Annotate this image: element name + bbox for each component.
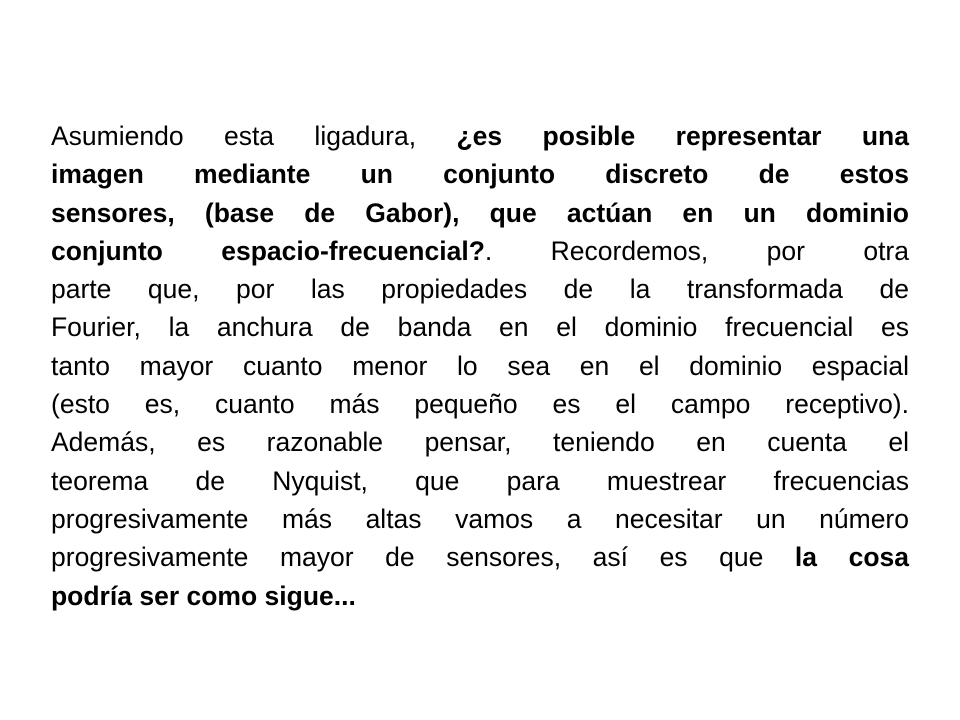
text-run: tanto mayor cuanto menor lo sea en el dominio espacial — [51, 350, 909, 381]
paragraph-line — [51, 232, 909, 270]
paragraph-line — [51, 155, 909, 193]
bold-text-run: la cosa — [794, 542, 909, 573]
paragraph-line — [51, 500, 909, 538]
text-run: progresivamente más altas vamos a necesitar un número — [51, 503, 909, 534]
body-paragraph — [51, 117, 909, 615]
paragraph-line — [51, 462, 909, 500]
paragraph-line — [51, 538, 909, 576]
paragraph-line — [51, 308, 909, 346]
text-run: teorema de Nyquist, que para muestrear frecuencias — [51, 465, 909, 496]
paragraph-line — [51, 117, 909, 155]
bold-text-run: ¿es posible representar una — [456, 121, 909, 151]
paragraph-line — [51, 194, 909, 232]
text-run: progresivamente mayor de sensores, así es que — [51, 542, 795, 573]
paragraph-line — [51, 577, 909, 615]
bold-text-run: imagen mediante un conjunto discreto de estos — [51, 159, 909, 190]
paragraph-line — [51, 347, 909, 385]
paragraph-line — [51, 423, 909, 461]
text-run: Además, es razonable pensar, teniendo en cuenta el — [51, 427, 909, 458]
text-run: Fourier, la anchura de banda en el dominio frecuencial es — [51, 312, 909, 343]
text-run: Asumiendo esta ligadura, — [51, 121, 457, 151]
bold-text-run: conjunto espacio-frecuencial? — [51, 235, 485, 266]
bold-text-run: podría ser como sigue... — [51, 580, 356, 611]
bold-text-run: sensores, (base de Gabor), que actúan en un dominio — [51, 197, 909, 228]
text-run: . Recordemos, por otra — [484, 235, 909, 266]
text-run: (esto es, cuanto más pequeño es el campo receptivo). — [51, 389, 909, 420]
text-run: parte que, por las propiedades de la transformada de — [51, 274, 909, 305]
paragraph-line — [51, 385, 909, 423]
paragraph-line — [51, 270, 909, 308]
